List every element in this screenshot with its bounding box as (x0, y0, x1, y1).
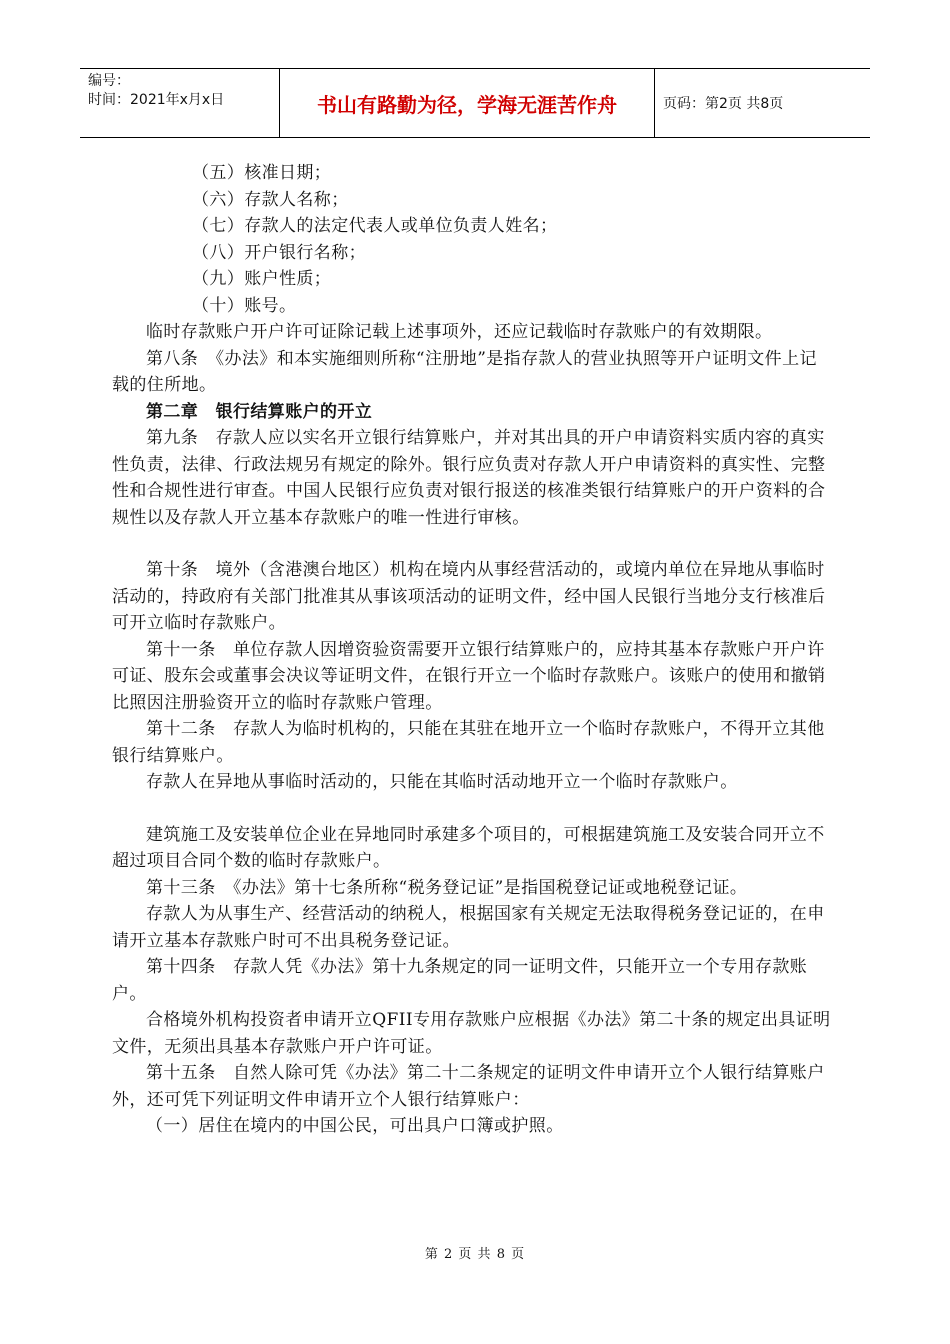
article-10: 第十条 境外（含港澳台地区）机构在境内从事经营活动的，或境内单位在异地从事临时活动的，持政府有关部门批准其从事该项活动的证明文件，经中国人民银行当地分支行核准后可开立临时存款账户。 (112, 560, 826, 633)
article-13: 第十三条 《办法》第十七条所称“税务登记证”是指国税登记证或地税登记证。 (146, 877, 748, 898)
header-motto: 书山有路勤为径，学海无涯苦作舟 (280, 69, 655, 137)
list-item-5: （五）核准日期； (192, 163, 332, 183)
paragraph: 建筑施工及安装单位企业在异地同时承建多个项目的，可根据建筑施工及安装合同开立不超过项目合同个数的临时存款账户。 (112, 824, 825, 871)
document-body (112, 160, 832, 1140)
chapter-heading: 第二章 银行结算账户的开立 (146, 401, 373, 422)
page-header (80, 68, 870, 138)
header-page-label: 页码：第2页 共8页 (663, 96, 784, 112)
page-footer: 第 2 页 共 8 页 (424, 1247, 526, 1262)
list-item-8: （八）开户银行名称； (192, 242, 366, 263)
article-9: 第九条 存款人应以实名开立银行结算账户，并对其出具的开户申请资料实质内容的真实性负责，法律、行政法规另有规定的除外。银行应负责对存款人开户申请资料的真实性、完整性和合规性进行审查。中国人民银行应负责对银行报送的核准类银行结算账户的开户资料的合规性以及存款人开立基本存款账户的唯一性进行审核。 (112, 428, 826, 528)
list-item-9: （九）账户性质； (192, 269, 332, 289)
article-11: 第十一条 单位存款人因增资验资需要开立银行结算账户的，应持其基本存款账户开户许可证、股东会或董事会决议等证明文件，在银行开立一个临时存款账户。该账户的使用和撤销比照因注册验资开立的临时存款账户管理。 (112, 639, 826, 713)
list-item-10: （十）账号。 (192, 295, 297, 316)
document-number-label: 编号： (88, 73, 130, 89)
document-date-label: 时间：2021年x月x日 (88, 92, 225, 108)
header-meta (80, 69, 280, 137)
list-item-6: （六）存款人名称； (192, 189, 349, 210)
paragraph: 存款人在异地从事临时活动的，只能在其临时活动地开立一个临时存款账户。 (146, 772, 738, 792)
paragraph: 临时存款账户开户许可证除记载上述事项外，还应记载临时存款账户的有效期限。 (146, 322, 773, 342)
article-12: 第十二条 存款人为临时机构的，只能在其驻在地开立一个临时存款账户，不得开立其他银行结算账户。 (112, 719, 825, 766)
article-14: 第十四条 存款人凭《办法》第十九条规定的同一证明文件，只能开立一个专用存款账户。 (112, 957, 808, 1004)
article-15: 第十五条 自然人除可凭《办法》第二十二条规定的证明文件申请开立个人银行结算账户外，还可凭下列证明文件申请开立个人银行结算账户： (112, 1063, 825, 1110)
paragraph: 合格境外机构投资者申请开立QFII专用存款账户应根据《办法》第二十条的规定出具证明文件，无须出具基本存款账户开户许可证。 (112, 1010, 831, 1057)
list-item-7: （七）存款人的法定代表人或单位负责人姓名； (192, 216, 558, 236)
paragraph: 存款人为从事生产、经营活动的纳税人，根据国家有关规定无法取得税务登记证的，在申请开立基本存款账户时可不出具税务登记证。 (112, 904, 825, 951)
article-8: 第八条 《办法》和本实施细则所称“注册地”是指存款人的营业执照等开户证明文件上记载的住所地。 (112, 348, 817, 395)
list-item-1: （一）居住在境内的中国公民，可出具户口簿或护照。 (146, 1116, 564, 1136)
